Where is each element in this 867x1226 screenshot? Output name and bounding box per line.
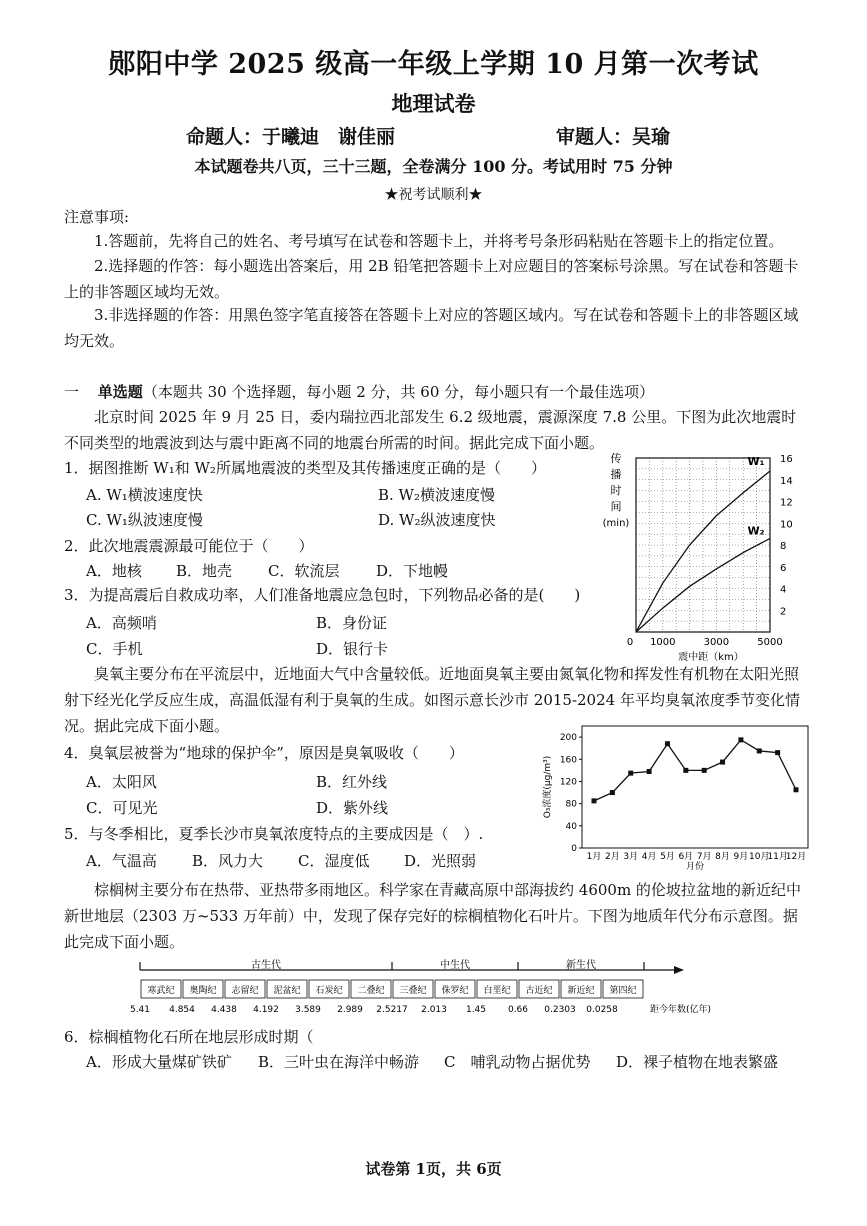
exam-wish: ★祝考试顺利★ <box>384 187 483 203</box>
x-tick-label: 3000 <box>703 637 730 648</box>
age-label: 4.438 <box>211 1005 237 1015</box>
period-label: 新近纪 <box>567 986 595 996</box>
y-tick-label: 2 <box>780 606 787 618</box>
period-label: 三叠纪 <box>399 986 427 996</box>
section-title: 单选题 <box>97 383 143 401</box>
question-1: 1．据图推断 W₁和 W₂所属地震波的类型及其传播速度正确的是（ ） <box>64 459 546 477</box>
q5-option-d[interactable]: D．光照弱 <box>404 852 477 870</box>
passage-2: 臭氧主要分布在平流层中，近地面大气中含量较低。近地面臭氧主要由氮氧化物和挥发性有机物在太阳光照射下经光化学反应生成，高温低湿有利于臭氧的生成。如图示意长沙市 2015-2024 年平均臭氧浓度季节变化情况。据此完成下面小题。 <box>64 665 800 735</box>
section-heading <box>64 381 654 402</box>
note-2: 2.选择题的作答：每小题选出答案后，用 2B 铅笔把答题卡上对应题目的答案标号涂黑。写在试卷和答题卡上的非答题区域均无效。 <box>64 257 799 301</box>
x-tick-label: 9月 <box>733 852 749 862</box>
data-point <box>757 748 762 753</box>
era-label: 中生代 <box>440 960 470 971</box>
y-tick-label: 4 <box>780 584 787 596</box>
age-label: 4.854 <box>169 1005 195 1015</box>
note-1: 1.答题前，先将自己的姓名、考号填写在试卷和答题卡上，并将考号条形码粘贴在答题卡上的指定位置。 <box>94 232 784 250</box>
passage-3: 棕榈树主要分布在热带、亚热带多雨地区。科学家在青藏高原中部海拔约 4600m 的伦坡拉盆地的新近纪中新世地层（2303 万~533 万年前）中，发现了保存完好的棕榈植物化石叶片。下图为地质年代分布示意图。据此完成下面小题。 <box>64 881 801 951</box>
age-label: 3.589 <box>295 1005 321 1015</box>
period-label: 泥盆纪 <box>273 986 301 996</box>
period-label: 二叠纪 <box>357 986 385 996</box>
x-tick-label: 1000 <box>650 637 676 648</box>
question-6: 6．棕榈植物化石所在地层形成时期（ <box>64 1028 314 1046</box>
x-tick-label: 8月 <box>715 852 730 862</box>
q4-option-c[interactable]: C．可见光 <box>86 799 158 817</box>
data-point <box>683 768 688 773</box>
y-axis-title-4: 间 <box>610 500 622 513</box>
q2-option-d[interactable]: D．下地幔 <box>376 562 449 580</box>
data-point <box>720 760 725 765</box>
age-label: 0.0258 <box>586 1005 618 1015</box>
age-label: 1.45 <box>465 1005 487 1015</box>
data-point <box>738 737 743 742</box>
series-label-1: W₁ <box>747 455 765 469</box>
q3-option-d[interactable]: D．银行卡 <box>316 640 389 658</box>
y-tick-label: 12 <box>780 497 793 509</box>
q3-option-b[interactable]: B．身份证 <box>316 614 388 632</box>
y-axis-title-5: (min) <box>602 518 630 529</box>
y-tick-label: 14 <box>780 475 793 487</box>
y-axis-title: O₃浓度(μg/m³) <box>543 755 553 819</box>
x-axis-title: 震中距（km） <box>678 652 744 663</box>
period-label: 寒武纪 <box>147 986 175 996</box>
y-tick-label: 6 <box>780 562 787 574</box>
exam-info: 本试题卷共八页，三十三题，全卷满分 100 分。考试用时 75 分钟 <box>194 157 673 176</box>
age-label: 2.013 <box>421 1005 447 1015</box>
q5-option-c[interactable]: C．湿度低 <box>298 852 370 870</box>
q5-option-b[interactable]: B．风力大 <box>192 852 264 870</box>
x-tick-label: 2月 <box>604 852 620 862</box>
q4-option-a[interactable]: A．太阳风 <box>86 773 157 791</box>
question-4: 4．臭氧层被誉为“地球的保护伞”，原因是臭氧吸收（ ） <box>64 744 464 762</box>
ozone-chart <box>540 720 812 870</box>
y-axis-title-1: 传 <box>610 452 622 465</box>
data-point <box>775 750 780 755</box>
y-tick-label: 16 <box>780 454 793 465</box>
q6-option-b[interactable]: B．三叶虫在海洋中畅游 <box>258 1053 420 1071</box>
data-point <box>702 768 707 773</box>
question-3: 3．为提高震后自救成功率，人们准备地震应急包时，下列物品必备的是( ) <box>64 586 581 604</box>
y-axis-title-2: 播 <box>610 468 622 481</box>
ozone-line <box>594 740 796 801</box>
note-3: 3.非选择题的作答：用黑色签字笔直接答在答题卡上对应的答题区域内。写在试卷和答题卡上的非答题区域均无效。 <box>64 306 799 350</box>
q1-option-b[interactable]: B. W₂横波速度慢 <box>378 486 495 504</box>
plot-frame <box>582 726 808 848</box>
data-point <box>592 798 597 803</box>
q2-option-c[interactable]: C．软流层 <box>268 562 340 580</box>
x-tick-label: 3月 <box>623 852 639 862</box>
q6-option-c[interactable]: C 哺乳动物占据优势 <box>444 1053 591 1071</box>
age-label: 2.989 <box>337 1005 363 1015</box>
x-tick-label: 5000 <box>757 637 783 648</box>
data-point <box>610 790 615 795</box>
age-label: 2.5217 <box>376 1005 408 1015</box>
x-tick-label: 1月 <box>586 852 602 862</box>
data-point <box>794 787 799 792</box>
y-tick-label: 40 <box>565 821 577 832</box>
period-label: 第四纪 <box>609 986 637 996</box>
y-tick-label: 10 <box>780 519 793 531</box>
x-tick-label: 11月 <box>767 852 788 862</box>
period-label: 志留纪 <box>231 986 259 996</box>
q2-option-a[interactable]: A．地核 <box>86 562 142 580</box>
age-axis-title: 距今年数(亿年) <box>650 1005 712 1015</box>
series-label-2: W₂ <box>747 524 765 538</box>
q1-option-a[interactable]: A. W₁横波速度快 <box>86 486 203 504</box>
notes-heading: 注意事项: <box>64 208 130 226</box>
exam-title: 郧阳中学 2025 级高一年级上学期 10 月第一次考试 <box>108 49 759 80</box>
x-tick-label: 10月 <box>749 852 770 862</box>
q1-option-d[interactable]: D. W₂纵波速度快 <box>378 511 496 529</box>
x-axis-title: 月份 <box>685 862 705 870</box>
exam-subtitle: 地理试卷 <box>391 91 476 116</box>
data-point <box>628 771 633 776</box>
period-label: 奥陶纪 <box>189 986 217 996</box>
age-label: 0.66 <box>507 1005 529 1015</box>
y-tick-label: 160 <box>559 755 577 766</box>
geologic-timeline <box>128 958 778 1018</box>
x-tick-label: 5月 <box>660 852 675 862</box>
age-label: 5.41 <box>129 1005 151 1015</box>
y-tick-label: 0 <box>571 844 577 854</box>
question-5: 5．与冬季相比，夏季长沙市臭氧浓度特点的主要成因是（ ）. <box>64 825 484 843</box>
q4-option-b[interactable]: B．红外线 <box>316 773 388 791</box>
period-label: 古近纪 <box>525 986 553 996</box>
q3-option-a[interactable]: A．高频哨 <box>86 614 157 632</box>
section-desc: （本题共 30 个选择题，每小题 2 分，共 60 分，每小题只有一个最佳选项） <box>142 383 655 401</box>
timeline-arrow <box>674 966 684 974</box>
y-axis-title-3: 时 <box>610 484 622 497</box>
reviewer: 审题人：吴瑜 <box>556 126 671 148</box>
era-label: 新生代 <box>566 960 596 971</box>
y-tick-label: 80 <box>565 799 577 810</box>
q4-option-d[interactable]: D．紫外线 <box>316 799 389 817</box>
section-number: 一 <box>64 383 80 401</box>
x-tick-label: 7月 <box>696 852 712 862</box>
authors: 命题人：于曦迪 谢佳丽 <box>186 126 396 148</box>
y-tick-label: 8 <box>780 541 787 552</box>
x-tick-label: 6月 <box>678 852 694 862</box>
q6-option-a[interactable]: A．形成大量煤矿铁矿 <box>86 1053 232 1071</box>
data-point <box>647 769 652 774</box>
q5-option-a[interactable]: A．气温高 <box>86 852 157 870</box>
era-label: 古生代 <box>251 960 281 971</box>
x-tick-label: 12月 <box>785 852 807 862</box>
question-2: 2．此次地震震源最可能位于（ ） <box>64 537 314 555</box>
x-tick-label: 0 <box>626 637 634 648</box>
q2-option-b[interactable]: B．地壳 <box>176 562 233 580</box>
page-footer: 试卷第 1页，共 6页 <box>365 1160 502 1178</box>
period-label: 白垩纪 <box>483 986 511 996</box>
period-label: 石炭纪 <box>315 986 343 996</box>
y-tick-label: 200 <box>559 733 577 744</box>
q6-option-d[interactable]: D．裸子植物在地表繁盛 <box>616 1053 779 1071</box>
age-label: 0.2303 <box>544 1005 576 1015</box>
age-label: 4.192 <box>253 1005 279 1015</box>
q3-option-c[interactable]: C．手机 <box>86 640 143 658</box>
x-tick-label: 4月 <box>641 852 657 862</box>
period-label: 侏罗纪 <box>441 986 469 996</box>
data-point <box>665 741 670 746</box>
passage-1: 北京时间 2025 年 9 月 25 日，委内瑞拉西北部发生 6.2 级地震，震源深度 7.8 公里。下图为此次地震时不同类型的地震波到达与震中距离不同的地震台所需的时间。据此完成下面小题。 <box>64 408 797 452</box>
q1-option-c[interactable]: C. W₁纵波速度慢 <box>86 511 203 529</box>
y-tick-label: 120 <box>559 777 577 788</box>
seismic-wave-chart <box>590 448 800 666</box>
